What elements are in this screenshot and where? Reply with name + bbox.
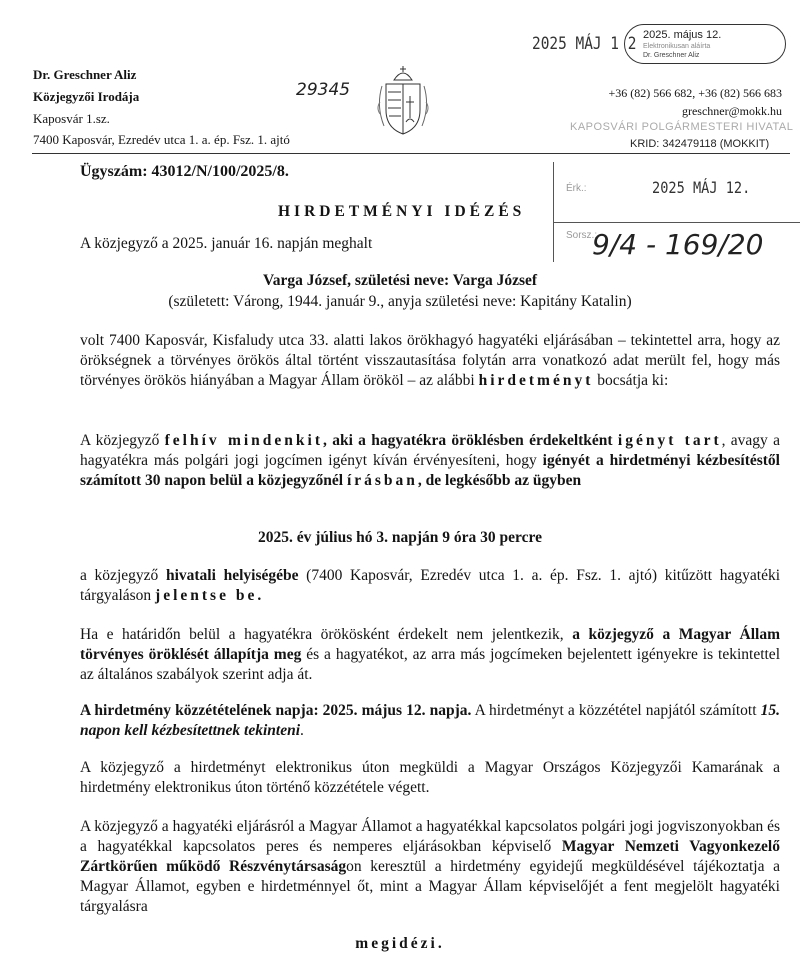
p2-bold-deadline: igényét a hirdetményi kézbesítéstől számított 30 napon belül a közjegyzőnél	[80, 452, 780, 489]
krid-stamp: KRID: 342479118 (MOKKIT)	[630, 138, 770, 150]
erk-date: 2025 MÁJ 12.	[652, 178, 751, 197]
office-name: Közjegyzői Irodája	[33, 89, 140, 104]
handwritten-number: 29345	[296, 80, 351, 100]
deceased-name: Varga József, születési neve: Varga József	[262, 272, 538, 289]
handwritten-reference: 9/4 - 169/20	[592, 228, 764, 261]
sorsz-label: Sorsz.:	[566, 230, 598, 241]
p3-text: a közjegyző	[80, 567, 166, 584]
hearing-date: 2025. év július hó 3. napján 9 óra 30 percre	[257, 529, 543, 546]
paragraph-proceeding	[80, 331, 780, 391]
p1-emphasis: hirdetményt	[478, 372, 594, 389]
p7-bold: Magyar Nemzeti Vagyonkezelő Zártkörűen működő Részvénytársaság	[80, 838, 780, 875]
p5-bold-italic: 15. napon kell kézbesítettnek tekinteni	[80, 702, 780, 739]
p7-text: A közjegyző a hagyatéki eljárásról a Magyar Államot a hagyatékkal kapcsolatos polgári jogi jogviszonyokban és a hagyatékkal kapcsolatos peres és nemperes eljárásokban képviselő	[80, 818, 780, 855]
p3-text-mid: (7400 Kaposvár, Ezredév utca 1. a. ép. Fsz. 1. ajtó) kitűzött hagyatéki tárgyaláson	[80, 567, 781, 604]
notary-name: Dr. Greschner Aliz	[33, 67, 137, 82]
office-seat: Kaposvár 1.sz.	[33, 111, 110, 126]
paragraph-summons	[80, 431, 780, 491]
p4-text: Ha e határidőn belül a hagyatékra örökösként érdekelt nem jelentkezik,	[80, 626, 573, 643]
p3-emphasis: jelentse be.	[155, 587, 265, 604]
p1-text-end: bocsátja ki:	[593, 372, 669, 389]
case-number: Ügyszám: 43012/N/100/2025/8.	[80, 163, 289, 180]
oval-line2: Dr. Greschner Aliz	[643, 52, 700, 59]
p4-text-end: és a hagyatékot, az arra más jogcímeken bejelentett igényekre is tekintettel az általános szabályok szerint adja át.	[80, 646, 780, 683]
office-address: 7400 Kaposvár, Ezredév utca 1. a. ép. Fsz. 1. ajtó	[33, 132, 290, 147]
p2-emphasis-writing: írásban	[346, 472, 418, 489]
p2-bold-end: , de legkésőbb az ügyben	[417, 472, 582, 489]
office-stamp-text: KAPOSVÁRI POLGÁRMESTERI HIVATAL	[570, 121, 794, 133]
p2-bold: , aki a hagyatékra öröklésben érdekeltként	[323, 432, 618, 449]
signature-oval-stamp	[624, 24, 786, 64]
intro-line: A közjegyző a 2025. január 16. napján meghalt	[80, 235, 373, 252]
reg-stamp-divider	[553, 222, 800, 223]
p2-emphasis-call: felhív mindenkit	[164, 432, 324, 449]
contact-email: greschner@mokk.hu	[681, 104, 782, 118]
p4-bold: a közjegyző a Magyar Állam törvényes öröklését állapítja meg	[80, 626, 780, 663]
p2-text: A közjegyző	[80, 432, 165, 449]
p5-bold: A hirdetmény közzétételének napja: 2025. május 12. napja.	[80, 702, 472, 719]
oval-line1: Elektronikusan aláírta	[643, 43, 711, 50]
document-title: HIRDETMÉNYI IDÉZÉS	[278, 203, 526, 220]
coat-of-arms-icon	[372, 62, 434, 142]
paragraph-hearing-place	[80, 566, 780, 606]
p2-emphasis-claim: igényt tart	[617, 432, 722, 449]
oval-date: 2025. május 12.	[643, 29, 722, 41]
paragraph-state-inheritance	[80, 625, 780, 685]
paragraph-publication	[80, 701, 780, 741]
erk-label: Érk.:	[566, 183, 587, 194]
p5-text: A hirdetményt a közzététel napjától számított	[471, 702, 761, 719]
paragraph-state-notice	[80, 817, 780, 917]
deceased-birth-details: (született: Várong, 1944. január 9., anyja születési neve: Kapitány Katalin)	[168, 293, 632, 310]
p2-text-mid: , avagy a hagyatékra más polgári jogi jogcímen igényt kíván érvényesíteni, hogy	[80, 432, 780, 469]
paragraph-chamber: A közjegyző a hirdetményt elektronikus úton megküldi a Magyar Országos Közjegyzői Kamarának a hirdetmény elektronikus úton történő közzététele végett.	[80, 759, 780, 796]
closing-word: megidézi.	[355, 935, 445, 952]
p5-text-end: .	[300, 722, 304, 739]
p7-text-end: on keresztül a hirdetmény egyidejű megküldésével tájékoztatja a Magyar Államot, egyben e hirdetménnyel őt, mint a Magyar Állam képviselőjét a fent megjelölt hagyatéki tárgyalásra	[80, 858, 780, 915]
header-divider	[32, 153, 790, 154]
received-date-stamp: 2025 MÁJ 1 2	[532, 34, 637, 54]
p1-text: volt 7400 Kaposvár, Kisfaludy utca 33. alatti lakos örökhagyó hagyatéki eljárásában – tekintettel arra, hogy az örökségnek a törvényes örökös által történt visszautasítása folytán arra vonatkozó adat merült fel, hogy más törvényes örökös hiányában a Magyar Állam örököl – az alábbi	[80, 332, 780, 389]
p3-bold: hivatali helyiségébe	[165, 567, 299, 584]
contact-phone: +36 (82) 566 682, +36 (82) 566 683	[608, 86, 782, 100]
